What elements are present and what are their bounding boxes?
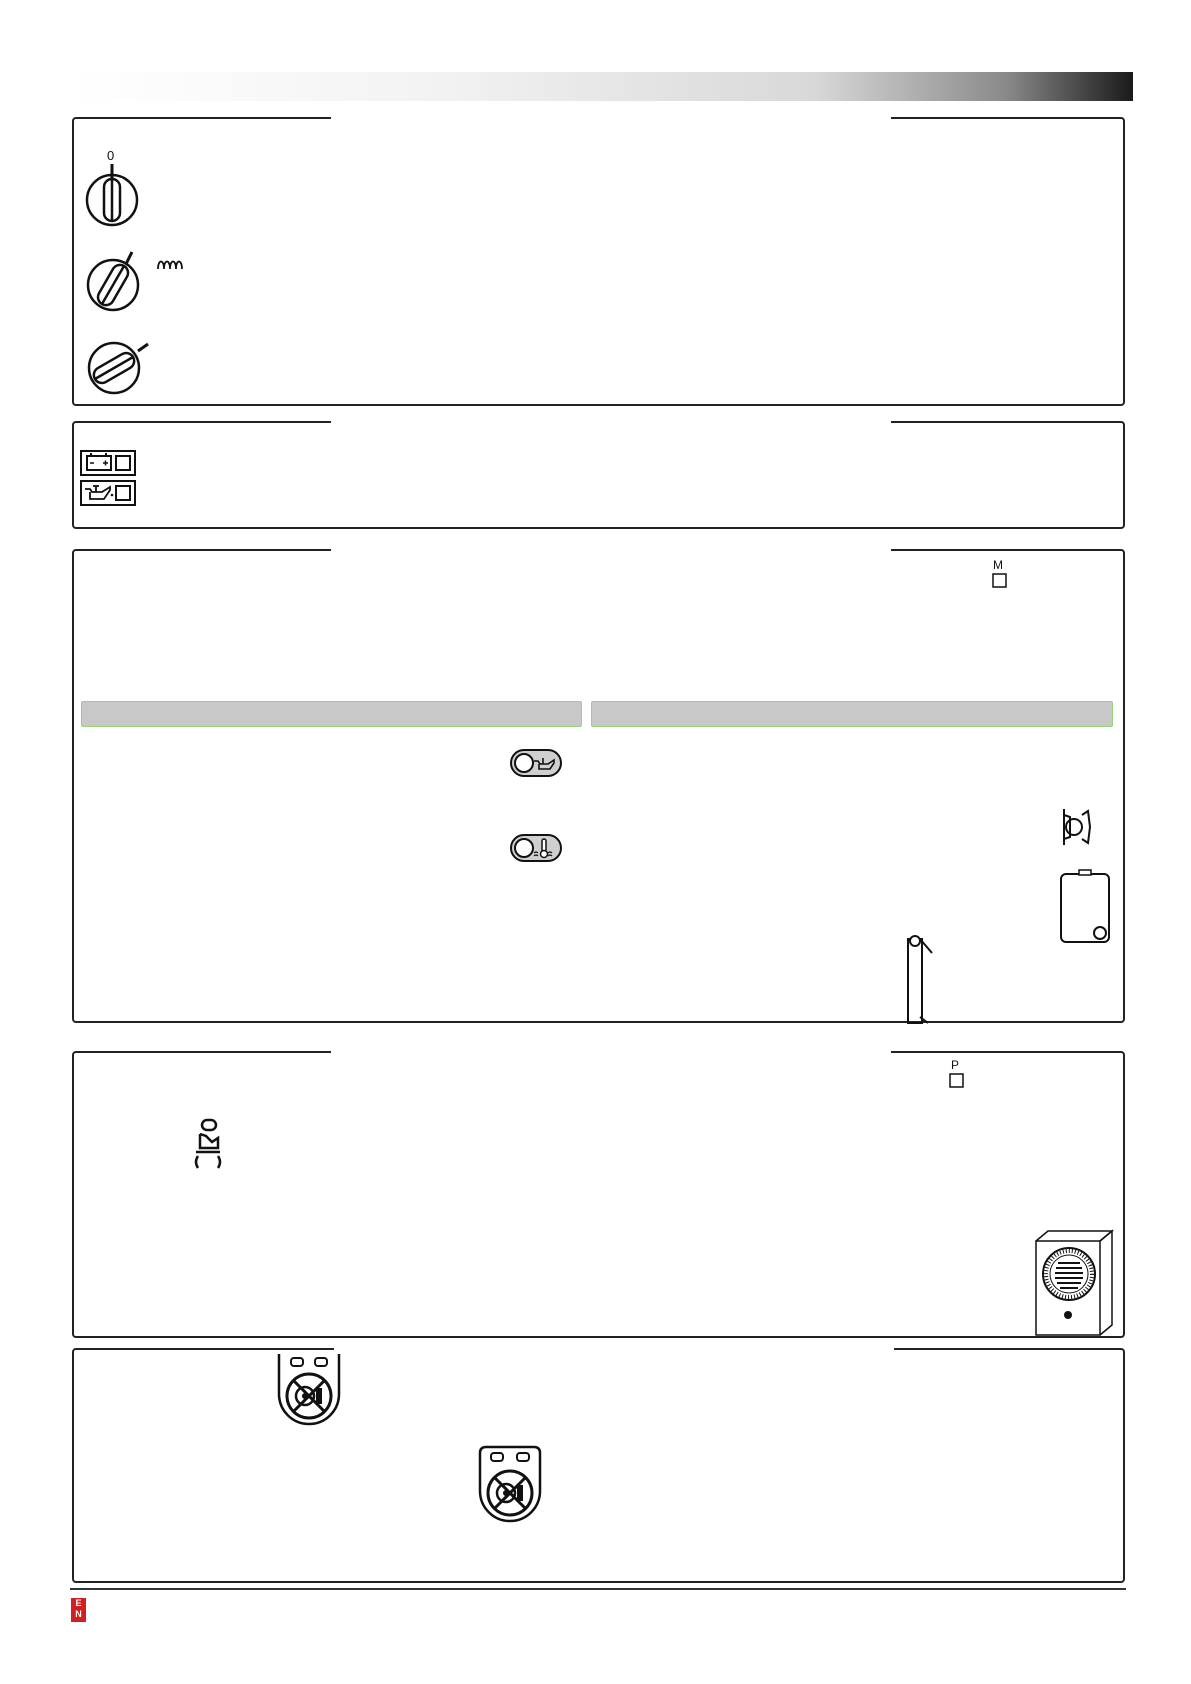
engine-protection-icon — [192, 1118, 224, 1170]
air-filter-icon — [1060, 807, 1092, 847]
footer-rule — [70, 1588, 1126, 1590]
protection-marker-label: P — [951, 1058, 960, 1072]
battery-charge-warning-icon — [80, 450, 136, 476]
section-tab-sub: N — [75, 1609, 82, 1619]
ignition-panel — [72, 117, 1125, 406]
warning-lights-panel — [72, 421, 1125, 529]
oil-level-gauge-icon — [510, 749, 562, 777]
restriction-panel — [72, 1348, 1125, 1583]
panel-title-gap — [331, 1050, 891, 1055]
oil-pressure-warning-icon — [80, 480, 136, 506]
maintenance-panel — [72, 549, 1125, 1023]
panel-title-gap — [331, 116, 891, 121]
glow-coil-icon — [156, 257, 184, 271]
panel-title-gap — [331, 548, 891, 553]
coolant-tank-icon — [1059, 870, 1111, 944]
protection-marker-box — [949, 1073, 964, 1088]
maintenance-marker-label: M — [993, 558, 1003, 572]
left-column-header — [81, 701, 582, 727]
dipstick-icon — [906, 931, 938, 1023]
right-column-header — [591, 701, 1113, 727]
no-wheel-badge-icon-2 — [477, 1445, 543, 1525]
section-tab-label: E — [75, 1598, 82, 1608]
warning-decal-icon — [1034, 1229, 1114, 1337]
coolant-temp-gauge-icon — [510, 834, 562, 862]
section-tab — [71, 1598, 86, 1622]
panel-title-gap — [331, 420, 891, 425]
protection-panel — [72, 1051, 1125, 1338]
header-gradient-bar — [73, 72, 1133, 101]
ignition-off-key-icon — [84, 164, 140, 220]
off-position-label: 0 — [107, 148, 115, 163]
no-wheel-badge-icon-1 — [276, 1354, 342, 1432]
panel-title-gap — [334, 1347, 894, 1352]
start-key-icon — [86, 336, 154, 396]
maintenance-marker-box — [992, 573, 1007, 588]
preheat-key-icon — [86, 252, 146, 312]
